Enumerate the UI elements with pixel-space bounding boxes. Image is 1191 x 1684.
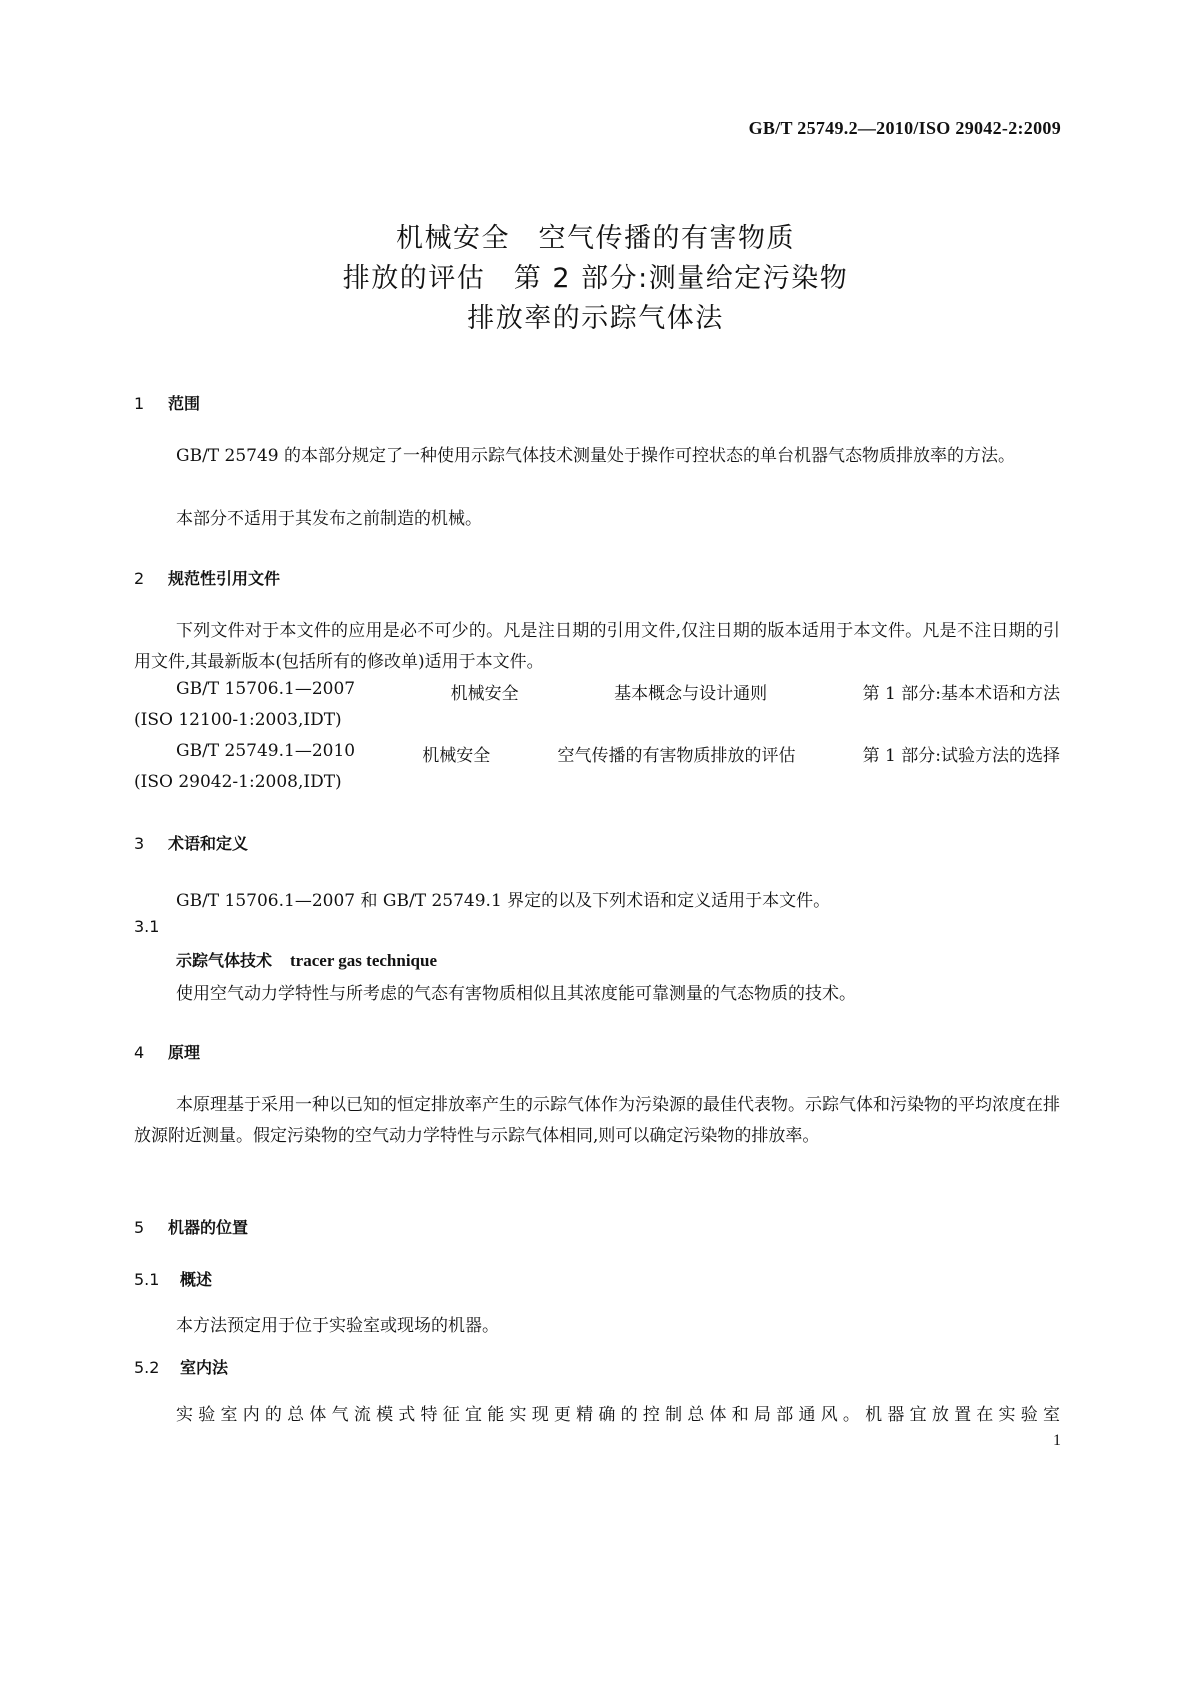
- section-1-paragraph-1: GB/T 25749 的本部分规定了一种使用示踪气体技术测量处于操作可控状态的单台机器气态物质排放率的方法。: [176, 446, 1016, 466]
- section-2-paragraph-1: 下列文件对于本文件的应用是必不可少的。凡是注日期的引用文件,仅注日期的版本适用于本文件。凡是不注日期的引用文件,其最新版本(包括所有的修改单)适用于本文件。: [134, 621, 1060, 672]
- page-number: 1: [1053, 1432, 1061, 1449]
- term-definition: 使用空气动力学特性与所考虑的气态有害物质相似且其浓度能可靠测量的气态物质的技术。: [176, 984, 856, 1004]
- subsection-title: 室内法: [180, 1358, 229, 1377]
- subsection-5-1-heading: [134, 1267, 212, 1290]
- title-line-2: 排放的评估 第 2 部分:测量给定污染物: [342, 263, 849, 294]
- subsection-5-2-heading: [134, 1355, 228, 1378]
- section-5-heading: [134, 1215, 248, 1238]
- section-title: 规范性引用文件: [168, 569, 281, 588]
- section-3-paragraph-1: GB/T 15706.1—2007 和 GB/T 25749.1 界定的以及下列术语和定义适用于本文件。: [176, 891, 831, 911]
- reference-2-iso: (ISO 29042-1:2008,IDT): [134, 772, 342, 792]
- title-line-1: 机械安全 空气传播的有害物质: [396, 223, 795, 254]
- title-line-3: 排放率的示踪气体法: [467, 303, 724, 334]
- term-english: tracer gas technique: [290, 951, 438, 970]
- reference-code: GB/T 15706.1—2007: [176, 679, 356, 699]
- standard-code: GB/T 25749.2—2010/ISO 29042-2:2009: [748, 118, 1061, 138]
- reference-title-part-3: 第 1 部分:试验方法的选择: [862, 746, 1060, 766]
- section-number: 3: [134, 834, 145, 853]
- reference-title-part-2: 空气传播的有害物质排放的评估: [557, 746, 796, 766]
- reference-1: [176, 679, 1060, 704]
- term-number: 3.1: [134, 917, 160, 936]
- reference-1-iso: (ISO 12100-1:2003,IDT): [134, 710, 342, 730]
- section-number: 5: [134, 1218, 145, 1237]
- reference-title-part-3: 第 1 部分:基本术语和方法: [862, 684, 1060, 704]
- section-1-paragraph-2: 本部分不适用于其发布之前制造的机械。: [176, 509, 482, 529]
- term-chinese: 示踪气体技术: [176, 951, 273, 970]
- reference-title-part-2: 基本概念与设计通则: [614, 684, 768, 704]
- reference-title-part-1: 机械安全: [450, 684, 519, 704]
- section-title: 机器的位置: [168, 1218, 249, 1237]
- subsection-title: 概述: [180, 1270, 213, 1289]
- section-number: 1: [134, 394, 145, 413]
- subsection-5-2-text: 实验室内的总体气流模式特征宜能实现更精确的控制总体和局部通风。机器宜放置在实验室: [176, 1405, 1060, 1425]
- section-2-heading: [134, 566, 280, 589]
- section-number: 4: [134, 1043, 145, 1062]
- section-1-heading: [134, 391, 200, 414]
- subsection-number: 5.1: [134, 1270, 160, 1289]
- reference-code: GB/T 25749.1—2010: [176, 741, 356, 761]
- subsection-5-2-paragraph: [176, 1400, 1060, 1425]
- subsection-number: 5.2: [134, 1358, 160, 1377]
- section-title: 原理: [168, 1043, 201, 1062]
- section-number: 2: [134, 569, 145, 588]
- subsection-5-1-paragraph: 本方法预定用于位于实验室或现场的机器。: [176, 1316, 499, 1336]
- section-title: 范围: [168, 394, 201, 413]
- section-title: 术语和定义: [168, 834, 249, 853]
- section-3-heading: [134, 831, 248, 854]
- term-entry: [176, 948, 437, 971]
- section-4-paragraph-1: 本原理基于采用一种以已知的恒定排放率产生的示踪气体作为污染源的最佳代表物。示踪气体和污染物的平均浓度在排放源附近测量。假定污染物的空气动力学特性与示踪气体相同,则可以确定污染物的排放率。: [134, 1095, 1060, 1146]
- reference-title-part-1: 机械安全: [422, 746, 491, 766]
- reference-2: [176, 741, 1060, 766]
- section-4-heading: [134, 1040, 200, 1063]
